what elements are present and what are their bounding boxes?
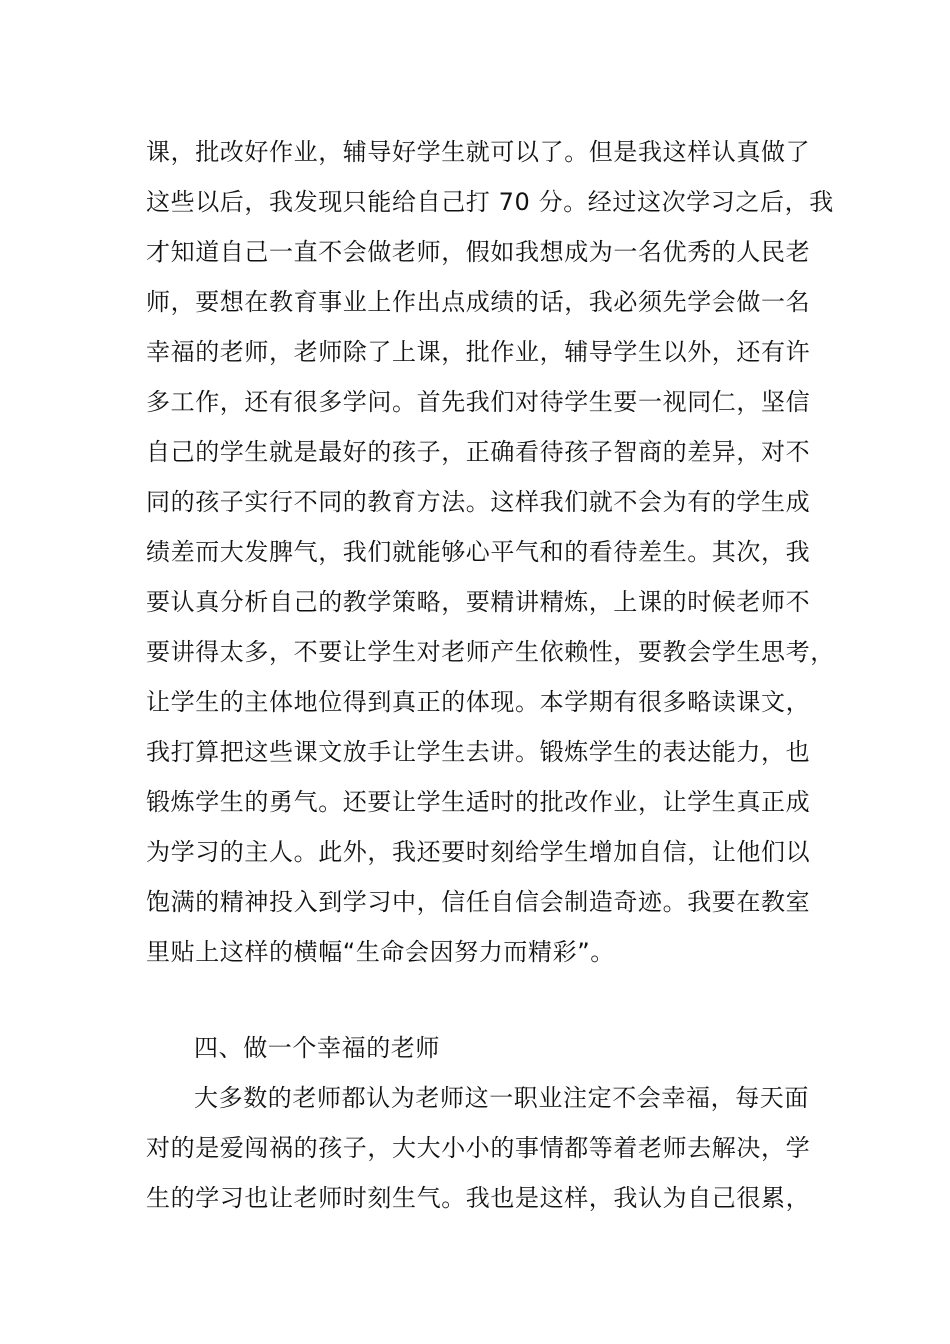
paragraph-line: 这些以后，我发现只能给自己打 70 分。经过这次学习之后，我 — [146, 188, 834, 216]
paragraph-line: 要讲得太多，不要让学生对老师产生依赖性，要教会学生思考， — [146, 638, 835, 666]
paragraph-line: 要认真分析自己的教学策略，要精讲精炼，上课的时候老师不 — [146, 588, 811, 616]
body-section-4 — [146, 1023, 826, 1223]
paragraph-line: 锻炼学生的勇气。还要让学生适时的批改作业，让学生真正成 — [146, 788, 811, 816]
section-heading: 四、做一个幸福的老师 — [194, 1034, 440, 1062]
paragraph-line: 我打算把这些课文放手让学生去讲。锻炼学生的表达能力，也 — [146, 738, 811, 766]
paragraph-line: 多工作，还有很多学问。首先我们对待学生要一视同仁，坚信 — [146, 388, 811, 416]
paragraph-line: 饱满的精神投入到学习中，信任自信会制造奇迹。我要在教室 — [146, 888, 811, 916]
paragraph-line: 幸福的老师，老师除了上课，批作业，辅导学生以外，还有许 — [146, 338, 811, 366]
paragraph-line: 对的是爱闯祸的孩子，大大小小的事情都等着老师去解决，学 — [146, 1134, 811, 1162]
paragraph-line: 绩差而大发脾气，我们就能够心平气和的看待差生。其次，我 — [146, 538, 811, 566]
paragraph-line: 大多数的老师都认为老师这一职业注定不会幸福，每天面 — [194, 1084, 809, 1112]
paragraph-line: 让学生的主体地位得到真正的体现。本学期有很多略读课文， — [146, 688, 811, 716]
paragraph-line: 自己的学生就是最好的孩子，正确看待孩子智商的差异，对不 — [146, 438, 811, 466]
paragraph-line: 才知道自己一直不会做老师，假如我想成为一名优秀的人民老 — [146, 238, 811, 266]
paragraph-line: 里贴上这样的横幅“生命会因努力而精彩”。 — [146, 938, 615, 966]
paragraph-line: 同的孩子实行不同的教育方法。这样我们就不会为有的学生成 — [146, 488, 811, 516]
paragraph-line: 师，要想在教育事业上作出点成绩的话，我必须先学会做一名 — [146, 288, 811, 316]
body-paragraph-1 — [146, 127, 835, 977]
paragraph-line: 课，批改好作业，辅导好学生就可以了。但是我这样认真做了 — [146, 138, 811, 166]
paragraph-line: 生的学习也让老师时刻生气。我也是这样，我认为自己很累， — [146, 1184, 811, 1212]
paragraph-line: 为学习的主人。此外，我还要时刻给学生增加自信，让他们以 — [146, 838, 811, 866]
